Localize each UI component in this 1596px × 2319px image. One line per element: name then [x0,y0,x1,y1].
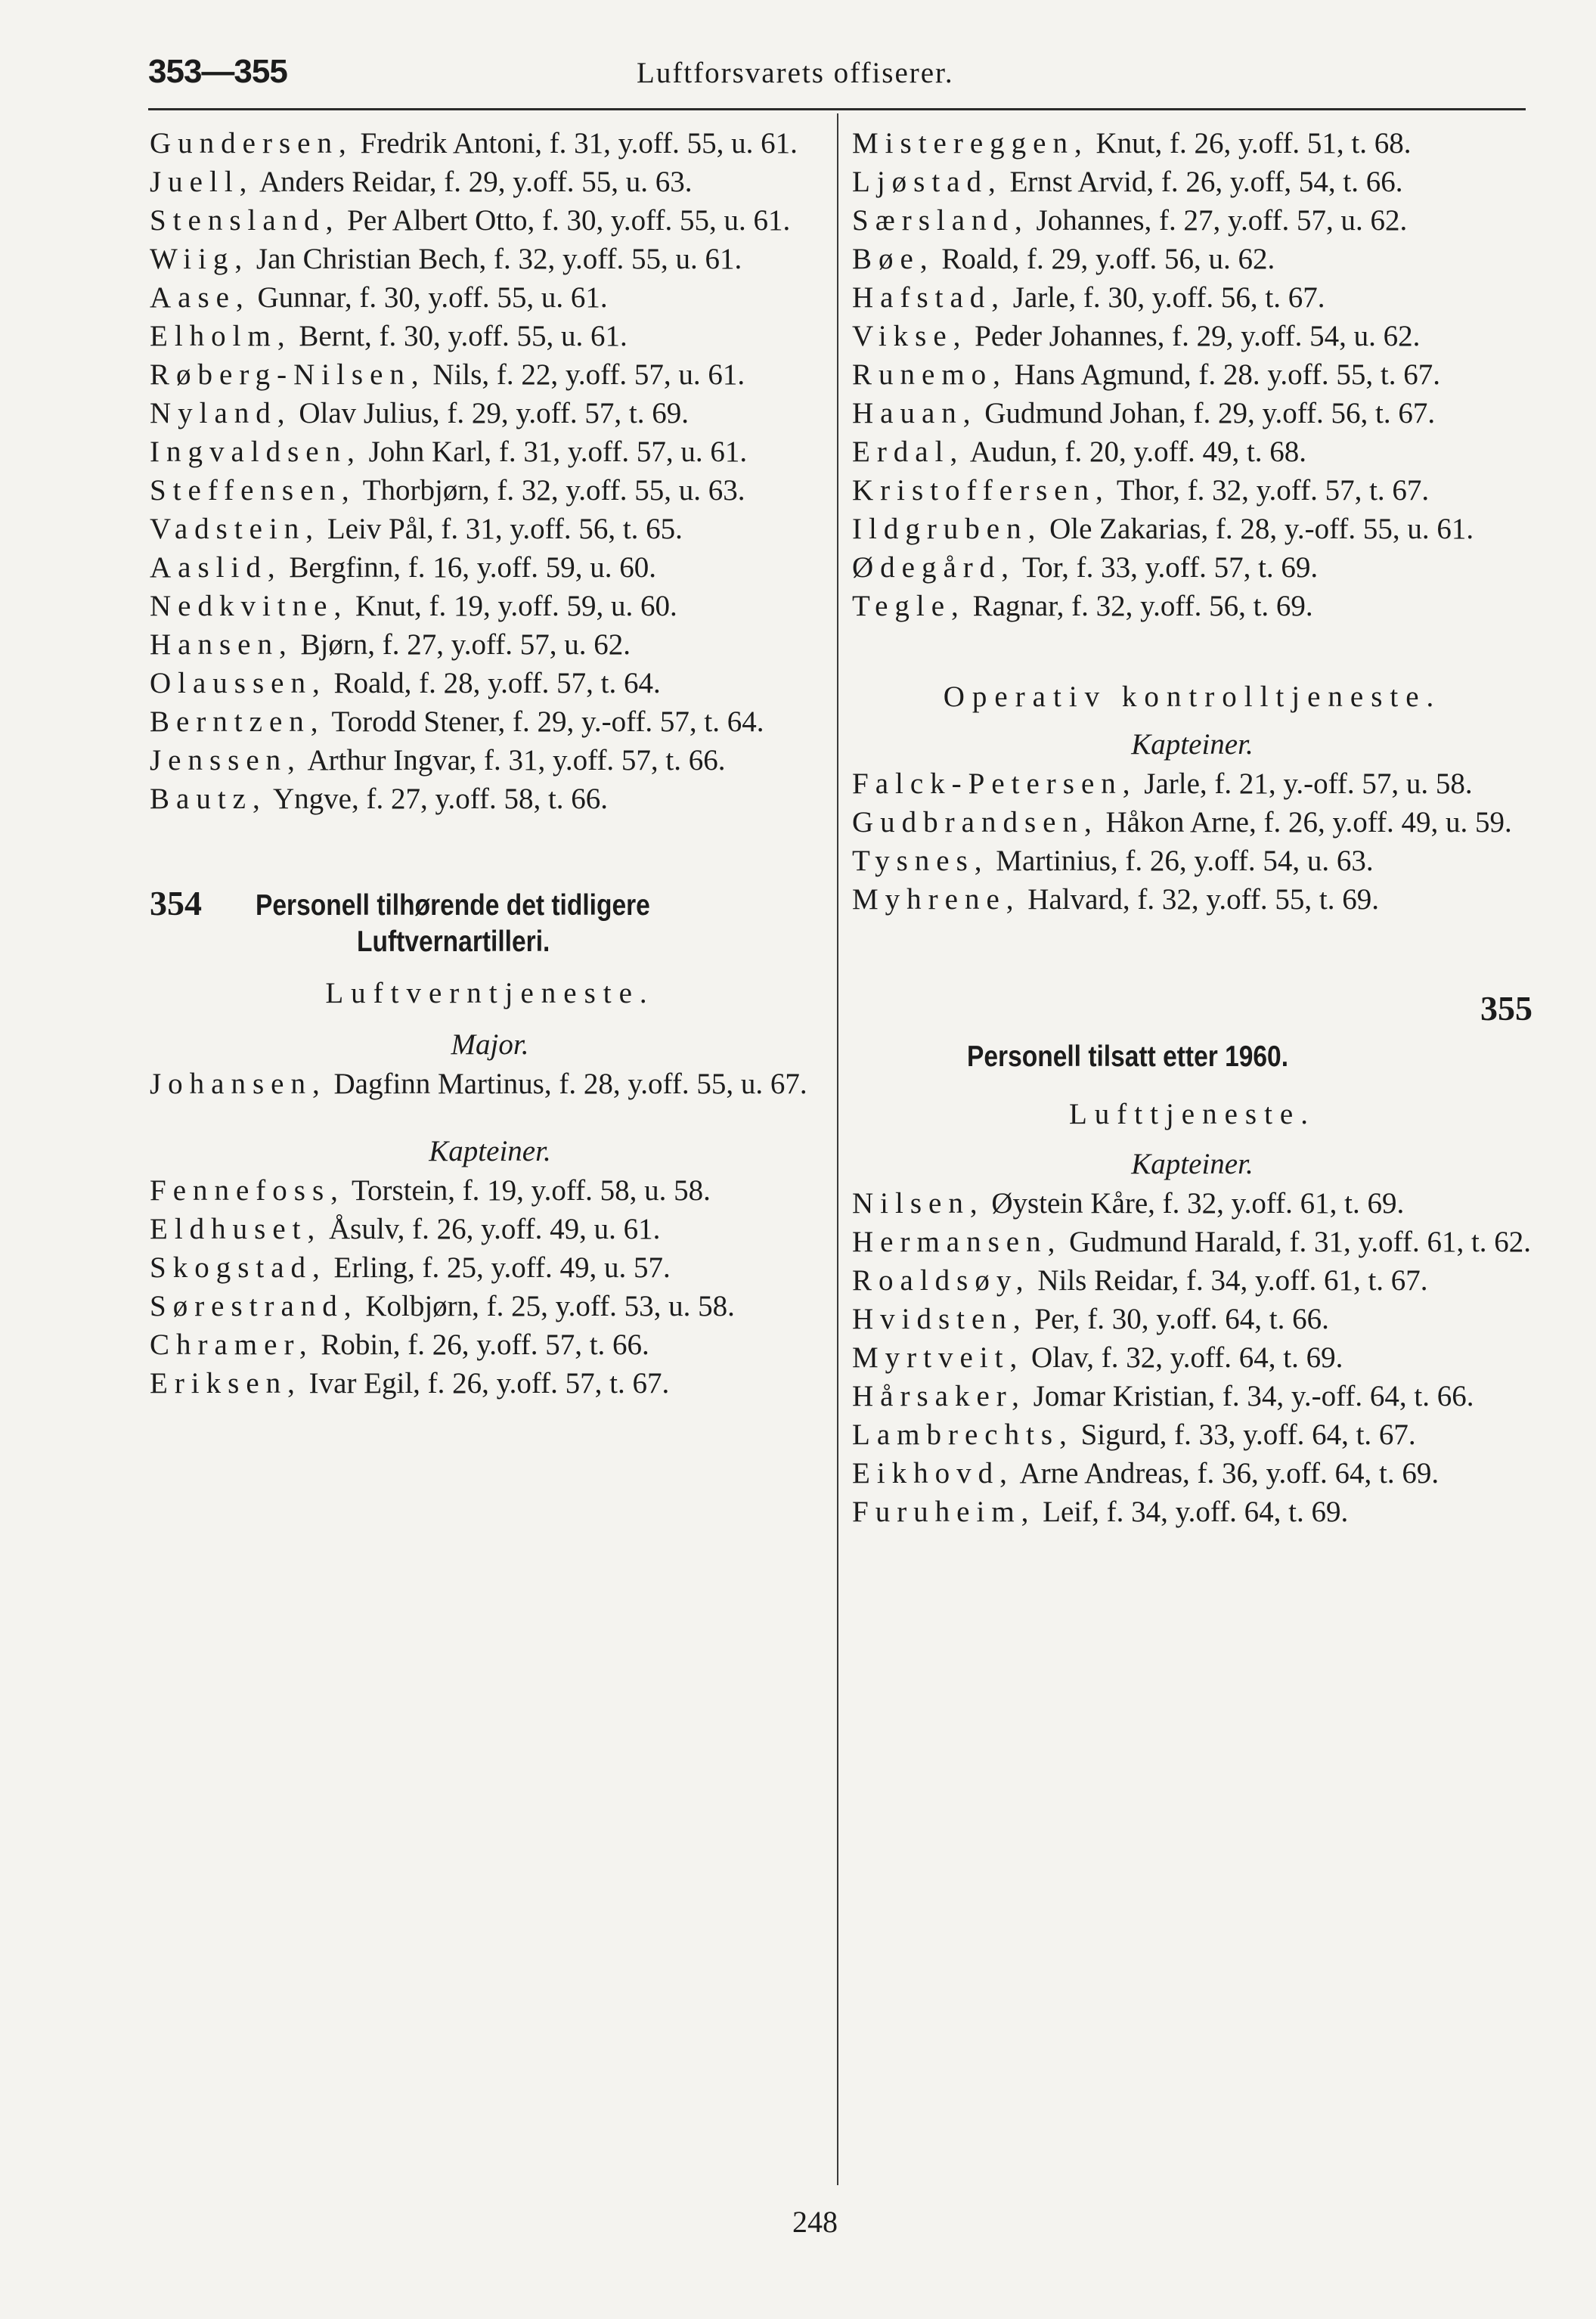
surname: Ljøstad, [852,166,1003,198]
entry-details: Knut, f. 19, y.off. 59, u. 60. [348,590,677,622]
officer-entry [852,1261,1532,1300]
section-title-cont: Luftvernartilleri. [357,925,550,958]
officer-entry [852,278,1532,317]
entry-details: Roald, f. 28, y.off. 57, t. 64. [326,667,661,699]
officer-entry [150,278,830,317]
rank-heading: Major. [451,1028,529,1061]
officer-entry [852,1454,1532,1493]
officer-entry [150,1248,830,1287]
entry-details: Nils, f. 22, y.off. 57, u. 61. [425,358,745,391]
entry-details: Knut, f. 26, y.off. 51, t. 68. [1088,127,1412,160]
officer-entry [150,124,830,163]
entry-details: Ernst Arvid, f. 26, y.off, 54, t. 66. [1002,166,1403,198]
surname: Hafstad, [852,281,1006,314]
surname: Hvidsten, [852,1303,1027,1335]
entry-details: Erling, f. 25, y.off. 49, u. 57. [326,1251,671,1284]
officer-entry [852,240,1532,278]
officer-entry [150,741,830,780]
surname: Eikhovd, [852,1457,1014,1490]
surname: Myhrene, [852,883,1021,916]
entry-details: Peder Johannes, f. 29, y.off. 54, u. 62. [967,320,1421,352]
entry-details: Per Albert Otto, f. 30, y.off. 55, u. 61. [339,204,791,237]
rank-heading: Kapteiner. [1131,1148,1254,1180]
entry-details: Bjørn, f. 27, y.off. 57, u. 62. [293,628,631,661]
entry-details: Håkon Arne, f. 26, y.off. 49, u. 59. [1098,806,1512,839]
entry-details: Nils Reidar, f. 34, y.off. 61, t. 67. [1030,1264,1428,1297]
surname: Elholm, [150,320,292,352]
officer-entry [852,432,1532,471]
page-number: 248 [792,2205,838,2239]
surname: Gudbrandsen, [852,806,1099,839]
officer-entry [150,1065,830,1103]
officer-entry [150,355,830,394]
page-range: 353—355 [148,53,287,90]
entry-details: Thor, f. 32, y.off. 57, t. 67. [1109,474,1430,507]
officer-entry [150,780,830,818]
officer-entry [852,803,1532,842]
entry-details: Fredrik Antoni, f. 31, y.off. 55, u. 61. [352,127,798,160]
entry-details: Bergfinn, f. 16, y.off. 59, u. 60. [281,551,656,584]
officer-entry [852,471,1532,510]
surname: Eldhuset, [150,1213,322,1245]
header-rule [148,108,1526,110]
officer-entry [852,1493,1532,1531]
entry-details: Arne Andreas, f. 36, y.off. 64, t. 69. [1013,1457,1439,1490]
officer-entry [852,317,1532,355]
surname: Chramer, [150,1328,314,1361]
surname: Juell, [150,166,254,198]
surname: Lambrechts, [852,1418,1074,1451]
entry-details: Roald, f. 29, y.off. 56, u. 62. [934,243,1275,275]
surname: Særsland, [852,204,1029,237]
entry-details: Johannes, f. 27, y.off. 57, u. 62. [1028,204,1408,237]
officer-entry [150,240,830,278]
officer-entry [852,394,1532,432]
entry-details: Yngve, f. 27, y.off. 58, t. 66. [266,783,609,815]
entry-details: Øystein Kåre, f. 32, y.off. 61, t. 69. [984,1187,1405,1220]
surname: Sørestrand, [150,1290,358,1322]
surname: Røberg-Nilsen, [150,358,426,391]
surname: Jenssen, [150,744,302,777]
entry-list [150,124,830,818]
entry-details: Sigurd, f. 33, y.off. 64, t. 67. [1073,1418,1416,1451]
surname: Hauan, [852,397,978,429]
officer-entry [852,1415,1532,1454]
entry-details: Dagfinn Martinus, f. 28, y.off. 55, u. 67. [326,1068,807,1100]
surname: Stensland, [150,204,340,237]
surname: Hårsaker, [852,1380,1026,1412]
entry-details: Åsulv, f. 26, y.off. 49, u. 61. [321,1213,661,1245]
officer-entry [852,510,1532,548]
entry-list [852,764,1532,919]
officer-entry [852,163,1532,201]
service-heading: Lufttjeneste. [1068,1098,1316,1130]
surname: Nilsen, [852,1187,984,1220]
entry-details: Anders Reidar, f. 29, y.off. 55, u. 63. [253,166,693,198]
entry-details: Gudmund Harald, f. 31, y.off. 61, t. 62. [1061,1226,1532,1258]
entry-details: Tor, f. 33, y.off. 57, t. 69. [1015,551,1319,584]
entry-details: Gudmund Johan, f. 29, y.off. 56, t. 67. [977,397,1436,429]
officer-entry [150,702,830,741]
section-355-number-row [852,988,1532,1037]
section-number: 355 [1480,989,1532,1028]
page-header [148,47,1526,100]
officer-entry [150,201,830,240]
entry-details: Gunnar, f. 30, y.off. 55, u. 61. [249,281,608,314]
surname: Bautz, [150,783,267,815]
officer-entry [852,1338,1532,1377]
officer-entry [852,201,1532,240]
left-column [150,124,830,1403]
surname: Falck-Petersen, [852,767,1137,800]
section-title: Personell tilsatt etter 1960. [967,1040,1289,1073]
entry-list [852,1184,1532,1531]
surname: Johansen, [150,1068,327,1100]
officer-entry [150,1171,830,1210]
running-title: Luftforsvarets offiserer. [637,57,954,89]
officer-entry [852,880,1532,919]
entry-details: Olav Julius, f. 29, y.off. 57, t. 69. [291,397,689,429]
surname: Aaslid, [150,551,282,584]
entry-details: Martinius, f. 26, y.off. 54, u. 63. [988,845,1374,877]
officer-entry [150,163,830,201]
officer-entry [150,1287,830,1325]
entry-details: Halvard, f. 32, y.off. 55, t. 69. [1020,883,1379,916]
entry-details: Robin, f. 26, y.off. 57, t. 66. [313,1328,649,1361]
officer-entry [150,1364,830,1403]
officer-entry [852,1377,1532,1415]
officer-entry [852,587,1532,625]
entry-details: Jan Christian Bech, f. 32, y.off. 55, u. 61. [249,243,742,275]
surname: Hansen, [150,628,293,661]
entry-details: Audun, f. 20, y.off. 49, t. 68. [964,436,1307,468]
officer-entry [150,1325,830,1364]
entry-details: Torodd Stener, f. 29, y.-off. 57, t. 64. [324,705,764,738]
surname: Furuheim, [852,1496,1036,1528]
entry-details: Jarle, f. 21, y.-off. 57, u. 58. [1136,767,1473,800]
surname: Mistereggen, [852,127,1089,160]
column-divider [837,113,838,2185]
entry-list [852,124,1532,625]
section-355-heading [852,1039,1532,1075]
surname: Vadstein, [150,513,321,545]
entry-details: Ole Zakarias, f. 28, y.-off. 55, u. 61. [1042,513,1474,545]
surname: Vikse, [852,320,968,352]
surname: Nedkvitne, [150,590,349,622]
entry-details: Olav, f. 32, y.off. 64, t. 69. [1024,1341,1343,1374]
section-title: Personell tilhørende det tidligere [256,889,650,922]
officer-entry [150,625,830,664]
officer-entry [852,355,1532,394]
officer-entry [852,548,1532,587]
entry-details: Hans Agmund, f. 28. y.off. 55, t. 67. [1006,358,1440,391]
officer-entry [150,432,830,471]
rank-heading: Kapteiner. [429,1135,551,1167]
section-number: 354 [150,884,202,922]
officer-entry [150,510,830,548]
officer-entry [852,1223,1532,1261]
entry-details: Jomar Kristian, f. 34, y.-off. 64, t. 66. [1025,1380,1474,1412]
officer-entry [150,471,830,510]
entry-details: Bernt, f. 30, y.off. 55, u. 61. [291,320,628,352]
section-354-heading [150,884,830,960]
entry-details: Arthur Ingvar, f. 31, y.off. 57, t. 66. [301,744,726,777]
entry-details: John Karl, f. 31, y.off. 57, u. 61. [361,436,748,468]
officer-entry [150,1210,830,1248]
service-heading: Operativ kontrolltjeneste. [943,681,1442,713]
entry-details: Ragnar, f. 32, y.off. 56, t. 69. [965,590,1313,622]
surname: Ingvaldsen, [150,436,361,468]
entry-details: Leif, f. 34, y.off. 64, t. 69. [1035,1496,1349,1528]
surname: Tysnes, [852,845,989,877]
entry-details: Ivar Egil, f. 26, y.off. 57, t. 67. [301,1367,670,1400]
surname: Gundersen, [150,127,353,160]
right-column [852,124,1532,1531]
surname: Hermansen, [852,1226,1062,1258]
surname: Aase, [150,281,250,314]
surname: Tegle, [852,590,965,622]
officer-entry [150,394,830,432]
surname: Ødegård, [852,551,1016,584]
surname: Olaussen, [150,667,327,699]
surname: Runemo, [852,358,1007,391]
surname: Berntzen, [150,705,325,738]
surname: Eriksen, [150,1367,302,1400]
surname: Myrtveit, [852,1341,1024,1374]
entry-list [150,1171,830,1403]
officer-entry [150,548,830,587]
surname: Kristoffersen, [852,474,1110,507]
entry-details: Leiv Pål, f. 31, y.off. 56, t. 65. [320,513,683,545]
surname: Skogstad, [150,1251,327,1284]
entry-details: Jarle, f. 30, y.off. 56, t. 67. [1006,281,1325,314]
officer-entry [852,1184,1532,1223]
entry-details: Torstein, f. 19, y.off. 58, u. 58. [344,1174,711,1207]
entry-list [150,1065,830,1103]
officer-entry [150,317,830,355]
officer-entry [852,1300,1532,1338]
surname: Steffensen, [150,474,356,507]
surname: Erdal, [852,436,965,468]
surname: Bøe, [852,243,934,275]
surname: Fennefoss, [150,1174,345,1207]
officer-entry [150,664,830,702]
surname: Roaldsøy, [852,1264,1030,1297]
entry-details: Kolbjørn, f. 25, y.off. 53, u. 58. [358,1290,735,1322]
surname: Nyland, [150,397,292,429]
service-heading: Luftverntjeneste. [325,977,655,1009]
surname: Wiig, [150,243,249,275]
officer-entry [852,842,1532,880]
officer-entry [852,764,1532,803]
rank-heading: Kapteiner. [1131,728,1254,761]
entry-details: Per, f. 30, y.off. 64, t. 66. [1027,1303,1329,1335]
entry-details: Thorbjørn, f. 32, y.off. 55, u. 63. [355,474,745,507]
officer-entry [150,587,830,625]
officer-entry [852,124,1532,163]
surname: Ildgruben, [852,513,1043,545]
